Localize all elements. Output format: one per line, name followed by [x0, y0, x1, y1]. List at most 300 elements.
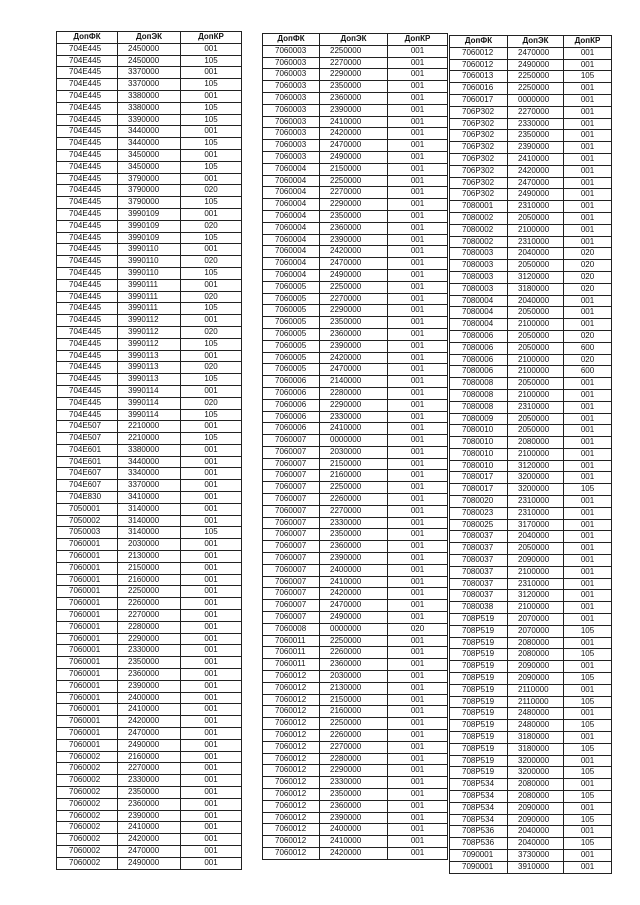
- table-row: [57, 185, 242, 197]
- dopkr-cell: 001: [388, 340, 448, 352]
- dopfk-cell: 706P302: [450, 142, 508, 154]
- dopkr-cell: 001: [388, 446, 448, 458]
- table-row: [450, 849, 612, 861]
- dopfk-cell: 7060012: [263, 730, 320, 742]
- dopfk-cell: 7060011: [263, 659, 320, 671]
- dopfk-cell: 7080010: [450, 448, 508, 460]
- table-row: [57, 374, 242, 386]
- dopek-cell: 2390000: [508, 142, 564, 154]
- dopfk-cell: 7060002: [57, 822, 118, 834]
- dopek-cell: 2130000: [320, 682, 388, 694]
- table-row: [263, 81, 448, 93]
- dopek-cell: 3120000: [508, 271, 564, 283]
- dopfk-cell: 7060012: [263, 824, 320, 836]
- dopek-cell: 2100000: [508, 448, 564, 460]
- table-row: [450, 779, 612, 791]
- dopek-cell: 2160000: [320, 470, 388, 482]
- dopkr-cell: 001: [388, 612, 448, 624]
- dopek-cell: 2150000: [118, 562, 181, 574]
- dopek-cell: 2090000: [508, 673, 564, 685]
- table-row: [450, 555, 612, 567]
- table-row: [263, 682, 448, 694]
- dopek-cell: 2400000: [320, 824, 388, 836]
- dopek-cell: 2050000: [508, 212, 564, 224]
- table-row: [57, 621, 242, 633]
- table-row: [57, 810, 242, 822]
- dopfk-cell: 704E607: [57, 468, 118, 480]
- dopfk-cell: 704E445: [57, 279, 118, 291]
- dopkr-cell: 105: [181, 79, 242, 91]
- dopkr-cell: 001: [388, 659, 448, 671]
- dopkr-cell: 001: [181, 515, 242, 527]
- dopfk-cell: 7060012: [263, 671, 320, 683]
- dopek-cell: 2390000: [118, 810, 181, 822]
- dopek-cell: 2390000: [118, 680, 181, 692]
- dopkr-cell: 001: [564, 578, 612, 590]
- dopkr-cell: 001: [181, 67, 242, 79]
- dopek-cell: 2160000: [118, 574, 181, 586]
- dopkr-cell: 105: [564, 649, 612, 661]
- dopek-cell: 3410000: [118, 492, 181, 504]
- dopek-cell: 2290000: [320, 305, 388, 317]
- table-row: [263, 470, 448, 482]
- dopkr-cell: 001: [181, 492, 242, 504]
- dopfk-cell: 704E445: [57, 197, 118, 209]
- dopkr-cell: 001: [564, 779, 612, 791]
- table-row: [263, 847, 448, 859]
- dopkr-cell: 001: [564, 437, 612, 449]
- dopek-cell: 2410000: [320, 116, 388, 128]
- dopkr-cell: 001: [181, 704, 242, 716]
- dopek-cell: 2100000: [508, 602, 564, 614]
- table-row: [57, 102, 242, 114]
- dopfk-cell: 7080006: [450, 354, 508, 366]
- dopkr-cell: 001: [388, 505, 448, 517]
- dopek-cell: 3180000: [508, 743, 564, 755]
- table-row: [57, 751, 242, 763]
- dopek-cell: 2250000: [320, 281, 388, 293]
- dopek-cell: 3140000: [118, 527, 181, 539]
- dopkr-cell: 001: [564, 201, 612, 213]
- dopek-cell: 2270000: [320, 741, 388, 753]
- dopkr-cell: 001: [564, 142, 612, 154]
- header-dopek: ДопЭК: [118, 32, 181, 44]
- dopfk-cell: 7060001: [57, 633, 118, 645]
- table-row: [263, 317, 448, 329]
- table-row: [57, 173, 242, 185]
- dopfk-cell: 7060007: [263, 435, 320, 447]
- dopkr-cell: 105: [181, 232, 242, 244]
- table-row: [450, 732, 612, 744]
- table-row: [450, 614, 612, 626]
- dopfk-cell: 708P519: [450, 696, 508, 708]
- dopfk-cell: 7060003: [263, 81, 320, 93]
- dopfk-cell: 7060012: [263, 718, 320, 730]
- dopkr-cell: 001: [388, 151, 448, 163]
- dopfk-cell: 7060012: [263, 753, 320, 765]
- dopfk-cell: 708P519: [450, 708, 508, 720]
- dopek-cell: 2490000: [508, 189, 564, 201]
- dopkr-cell: 020: [181, 185, 242, 197]
- dopkr-cell: 001: [388, 352, 448, 364]
- dopfk-cell: 704E445: [57, 173, 118, 185]
- dopek-cell: 2270000: [320, 187, 388, 199]
- table-row: [57, 610, 242, 622]
- table-row: [450, 814, 612, 826]
- table-row: [263, 45, 448, 57]
- dopfk-cell: 704E445: [57, 244, 118, 256]
- dopek-cell: 2310000: [508, 578, 564, 590]
- dopkr-cell: 001: [181, 173, 242, 185]
- dopfk-cell: 7090001: [450, 861, 508, 873]
- dopfk-cell: 7060007: [263, 612, 320, 624]
- dopek-cell: 2420000: [118, 716, 181, 728]
- dopek-cell: 2250000: [320, 718, 388, 730]
- dopfk-cell: 7080008: [450, 401, 508, 413]
- dopkr-cell: 020: [564, 248, 612, 260]
- dopek-cell: 3440000: [118, 138, 181, 150]
- dopkr-cell: 001: [388, 246, 448, 258]
- dopfk-cell: 7080002: [450, 236, 508, 248]
- table-row: [263, 340, 448, 352]
- dopek-cell: 2350000: [320, 789, 388, 801]
- dopkr-cell: 105: [564, 625, 612, 637]
- dopek-cell: 2030000: [320, 446, 388, 458]
- dopkr-cell: 001: [181, 208, 242, 220]
- dopfk-cell: 7080010: [450, 425, 508, 437]
- table-row: [57, 680, 242, 692]
- table-row: [263, 234, 448, 246]
- dopek-cell: 2390000: [320, 553, 388, 565]
- dopek-cell: 3990110: [118, 267, 181, 279]
- dopfk-cell: 708P519: [450, 684, 508, 696]
- dopkr-cell: 001: [564, 684, 612, 696]
- dopkr-cell: 020: [564, 271, 612, 283]
- table-row: [57, 55, 242, 67]
- table-row: [57, 409, 242, 421]
- table-row: [263, 352, 448, 364]
- dopfk-cell: 7060005: [263, 328, 320, 340]
- dopfk-cell: 7060001: [57, 704, 118, 716]
- table-row: [450, 248, 612, 260]
- dopek-cell: 3990109: [118, 232, 181, 244]
- table-row: [450, 319, 612, 331]
- dopfk-cell: 708P534: [450, 791, 508, 803]
- dopkr-cell: 001: [388, 140, 448, 152]
- table-row: [263, 258, 448, 270]
- dopfk-cell: 7060006: [263, 376, 320, 388]
- dopkr-cell: 001: [388, 411, 448, 423]
- dopkr-cell: 105: [181, 433, 242, 445]
- dopkr-cell: 001: [564, 802, 612, 814]
- dopfk-cell: 7080003: [450, 271, 508, 283]
- dopek-cell: 2050000: [508, 378, 564, 390]
- dopfk-cell: 7060004: [263, 199, 320, 211]
- dopfk-cell: 7060013: [450, 71, 508, 83]
- dopfk-cell: 7080023: [450, 507, 508, 519]
- dopek-cell: 2050000: [508, 342, 564, 354]
- dopfk-cell: 704E445: [57, 232, 118, 244]
- dopfk-cell: 7060001: [57, 598, 118, 610]
- dopek-cell: 3990112: [118, 326, 181, 338]
- header-dopfk: ДопФК: [263, 34, 320, 46]
- dopek-cell: 3450000: [118, 161, 181, 173]
- dopkr-cell: 001: [564, 614, 612, 626]
- dopek-cell: 3990112: [118, 338, 181, 350]
- dopek-cell: 3380000: [118, 102, 181, 114]
- table-row: [263, 612, 448, 624]
- table-row: [57, 586, 242, 598]
- dopfk-cell: 7080002: [450, 212, 508, 224]
- dopfk-cell: 7080038: [450, 602, 508, 614]
- dopfk-cell: 7060007: [263, 458, 320, 470]
- dopkr-cell: 001: [388, 517, 448, 529]
- dopkr-cell: 001: [564, 389, 612, 401]
- dopkr-cell: 001: [181, 90, 242, 102]
- table-row: [450, 189, 612, 201]
- dopek-cell: 3990111: [118, 303, 181, 315]
- table-row: [263, 765, 448, 777]
- table-row: [57, 208, 242, 220]
- dopfk-cell: 7060001: [57, 680, 118, 692]
- dopkr-cell: 001: [388, 576, 448, 588]
- dopfk-cell: 7080010: [450, 437, 508, 449]
- dopkr-cell: 001: [388, 104, 448, 116]
- dopek-cell: 2270000: [320, 293, 388, 305]
- dopek-cell: 2110000: [508, 696, 564, 708]
- dopfk-cell: 7060012: [263, 847, 320, 859]
- dopek-cell: 2410000: [320, 836, 388, 848]
- dopkr-cell: 001: [564, 165, 612, 177]
- table-row: [450, 295, 612, 307]
- dopkr-cell: 001: [388, 281, 448, 293]
- table-row: [57, 256, 242, 268]
- dopkr-cell: 001: [181, 775, 242, 787]
- dopkr-cell: 001: [388, 458, 448, 470]
- dopek-cell: 2030000: [320, 671, 388, 683]
- table-row: [263, 376, 448, 388]
- dopfk-cell: 706P302: [450, 106, 508, 118]
- dopek-cell: 2090000: [508, 814, 564, 826]
- dopfk-cell: 7060001: [57, 574, 118, 586]
- dopek-cell: 3200000: [508, 767, 564, 779]
- dopfk-cell: 7080008: [450, 389, 508, 401]
- dopkr-cell: 020: [388, 623, 448, 635]
- table-row: [263, 812, 448, 824]
- dopkr-cell: 001: [564, 47, 612, 59]
- table-row: [263, 789, 448, 801]
- dopkr-cell: 001: [564, 401, 612, 413]
- dopfk-cell: 704E445: [57, 185, 118, 197]
- table-row: [450, 389, 612, 401]
- dopek-cell: 2310000: [508, 236, 564, 248]
- dopkr-cell: 001: [564, 413, 612, 425]
- dopfk-cell: 7060017: [450, 94, 508, 106]
- table-row: [57, 244, 242, 256]
- dopkr-cell: 001: [388, 364, 448, 376]
- dopkr-cell: 105: [181, 374, 242, 386]
- dopkr-cell: 020: [181, 220, 242, 232]
- dopkr-cell: 001: [564, 602, 612, 614]
- table-row: [450, 118, 612, 130]
- dopek-cell: 2280000: [118, 621, 181, 633]
- dopek-cell: 3120000: [508, 590, 564, 602]
- dopfk-cell: 7060012: [263, 836, 320, 848]
- table-row: [263, 163, 448, 175]
- table-row: [450, 826, 612, 838]
- table-row: [263, 671, 448, 683]
- dopkr-cell: 001: [181, 845, 242, 857]
- dopkr-cell: 001: [388, 847, 448, 859]
- dopek-cell: 2330000: [118, 645, 181, 657]
- dopfk-cell: 7080010: [450, 460, 508, 472]
- table-row: [57, 43, 242, 55]
- dopkr-cell: 001: [388, 376, 448, 388]
- dopkr-cell: 001: [564, 637, 612, 649]
- table-row: [450, 59, 612, 71]
- dopek-cell: 2050000: [508, 425, 564, 437]
- dopkr-cell: 001: [388, 470, 448, 482]
- table-row: [263, 588, 448, 600]
- dopek-cell: 2470000: [320, 364, 388, 376]
- dopkr-cell: 001: [181, 126, 242, 138]
- table-row: [450, 661, 612, 673]
- dopfk-cell: 7080003: [450, 283, 508, 295]
- dopek-cell: 3910000: [508, 861, 564, 873]
- dopfk-cell: 704E445: [57, 374, 118, 386]
- dopek-cell: 2420000: [320, 352, 388, 364]
- table-row: [263, 364, 448, 376]
- dopfk-cell: 7060003: [263, 104, 320, 116]
- dopek-cell: 2150000: [320, 163, 388, 175]
- dopek-cell: 3200000: [508, 755, 564, 767]
- dopek-cell: 2360000: [320, 541, 388, 553]
- dopkr-cell: 001: [181, 633, 242, 645]
- dopkr-cell: 001: [564, 106, 612, 118]
- dopkr-cell: 001: [564, 590, 612, 602]
- dopfk-cell: 704E445: [57, 350, 118, 362]
- dopkr-cell: 001: [388, 800, 448, 812]
- dopek-cell: 3380000: [118, 90, 181, 102]
- dopfk-cell: 7080003: [450, 260, 508, 272]
- dopkr-cell: 105: [181, 409, 242, 421]
- table-row: [450, 602, 612, 614]
- table-row: [57, 149, 242, 161]
- dopek-cell: 2040000: [508, 838, 564, 850]
- dopek-cell: 2480000: [508, 720, 564, 732]
- dopfk-cell: 7060007: [263, 470, 320, 482]
- table-row: [263, 694, 448, 706]
- dopfk-cell: 7060007: [263, 446, 320, 458]
- dopkr-cell: 001: [564, 224, 612, 236]
- dopfk-cell: 7080037: [450, 566, 508, 578]
- table-row: [57, 161, 242, 173]
- table-row: [450, 330, 612, 342]
- dopfk-cell: 7060002: [57, 857, 118, 869]
- dopfk-cell: 704E607: [57, 480, 118, 492]
- dopfk-cell: 7060012: [263, 812, 320, 824]
- dopek-cell: 2470000: [508, 177, 564, 189]
- dopkr-cell: 001: [564, 130, 612, 142]
- table-row: [450, 507, 612, 519]
- dopek-cell: 2130000: [118, 551, 181, 563]
- table-row: [57, 515, 242, 527]
- dopek-cell: 2070000: [508, 614, 564, 626]
- table-row: [263, 777, 448, 789]
- dopfk-cell: 7060001: [57, 562, 118, 574]
- dopfk-cell: 704E445: [57, 326, 118, 338]
- dopfk-cell: 7060004: [263, 222, 320, 234]
- dopkr-cell: 001: [181, 834, 242, 846]
- table-row: [57, 775, 242, 787]
- table-row: [450, 177, 612, 189]
- table-row: [57, 456, 242, 468]
- table-row: [57, 291, 242, 303]
- dopek-cell: 3990109: [118, 220, 181, 232]
- dopfk-cell: 704E445: [57, 220, 118, 232]
- dopek-cell: 2400000: [118, 692, 181, 704]
- dopkr-cell: 105: [564, 720, 612, 732]
- dopfk-cell: 7080006: [450, 330, 508, 342]
- table-row: [57, 385, 242, 397]
- dopek-cell: 2360000: [320, 92, 388, 104]
- dopfk-cell: 704E445: [57, 256, 118, 268]
- dopkr-cell: 001: [564, 460, 612, 472]
- table-row: [450, 153, 612, 165]
- table-row: [263, 387, 448, 399]
- dopkr-cell: 001: [388, 163, 448, 175]
- dopkr-cell: 001: [388, 836, 448, 848]
- dopek-cell: 2250000: [508, 83, 564, 95]
- dopkr-cell: 001: [388, 69, 448, 81]
- dopek-cell: 3790000: [118, 197, 181, 209]
- dopek-cell: 2250000: [320, 482, 388, 494]
- dopkr-cell: 001: [388, 234, 448, 246]
- dopek-cell: 2080000: [508, 437, 564, 449]
- dopek-cell: 3390000: [118, 114, 181, 126]
- table-row: [57, 468, 242, 480]
- dopfk-cell: 7060002: [57, 775, 118, 787]
- dopek-cell: 2250000: [320, 45, 388, 57]
- header-dopkr: ДопКР: [181, 32, 242, 44]
- dopfk-cell: 7060007: [263, 494, 320, 506]
- dopek-cell: 3990114: [118, 409, 181, 421]
- dopkr-cell: 001: [181, 279, 242, 291]
- dopek-cell: 2100000: [508, 389, 564, 401]
- dopfk-cell: 7060001: [57, 728, 118, 740]
- table-row: [263, 199, 448, 211]
- table-row: [450, 838, 612, 850]
- dopek-cell: 2360000: [320, 800, 388, 812]
- dopek-cell: 2490000: [118, 857, 181, 869]
- dopkr-cell: 001: [388, 175, 448, 187]
- dopfk-cell: 7060001: [57, 739, 118, 751]
- dopfk-cell: 7060005: [263, 352, 320, 364]
- table-row: [450, 260, 612, 272]
- dopek-cell: 2070000: [508, 625, 564, 637]
- dopkr-cell: 001: [388, 328, 448, 340]
- dopek-cell: 2400000: [320, 564, 388, 576]
- dopkr-cell: 001: [564, 425, 612, 437]
- table-row: [263, 635, 448, 647]
- table-row: [263, 529, 448, 541]
- dopkr-cell: 001: [564, 94, 612, 106]
- dopek-cell: 2050000: [508, 543, 564, 555]
- dopek-cell: 3180000: [508, 732, 564, 744]
- dopkr-cell: 001: [388, 564, 448, 576]
- dopfk-cell: 704E507: [57, 433, 118, 445]
- dopkr-cell: 001: [388, 730, 448, 742]
